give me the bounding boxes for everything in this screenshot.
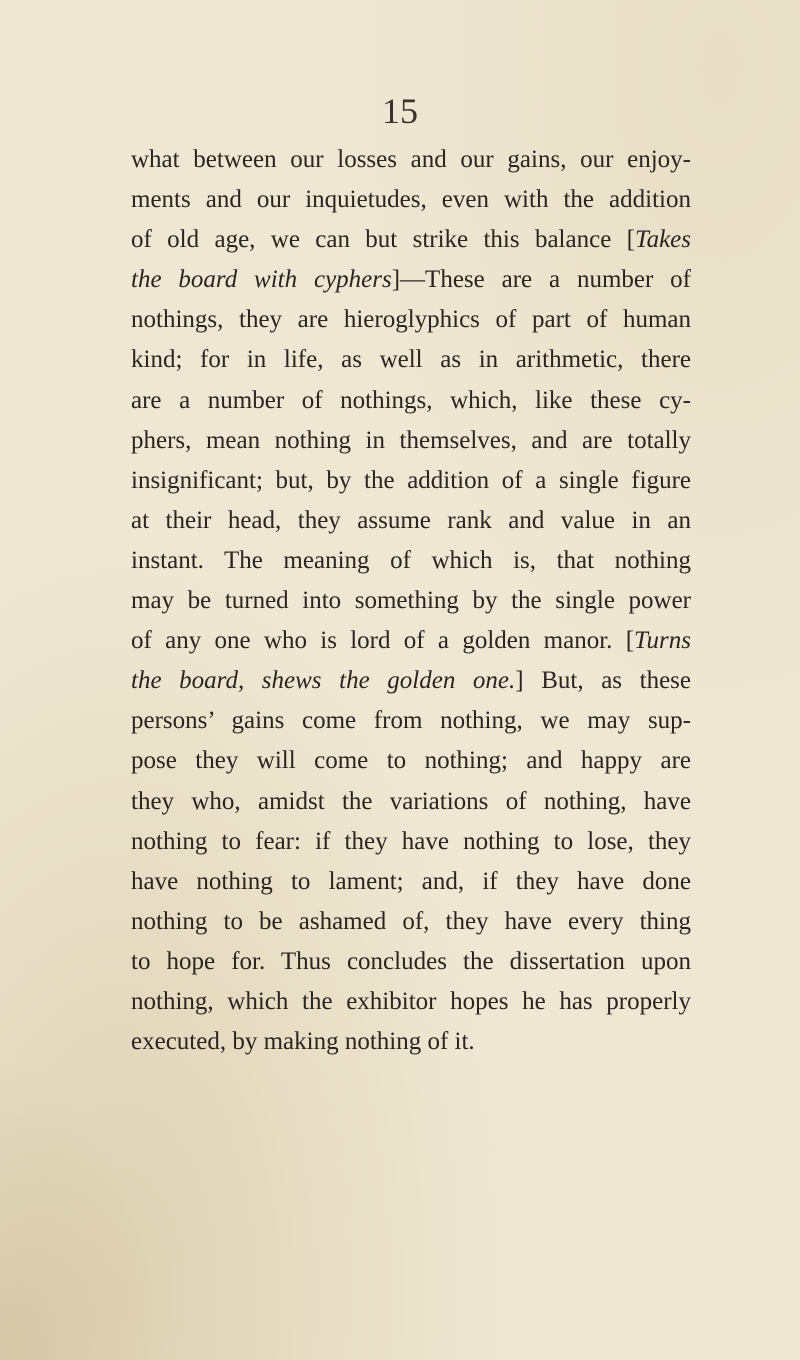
stage-direction-text: the board, shews the golden one. (131, 667, 516, 695)
line-text: instant. The meaning of which is, that nothing (131, 546, 691, 574)
text-line (131, 300, 691, 340)
paper-stain (0, 1060, 160, 1360)
text-line (131, 741, 691, 781)
text-line (131, 902, 691, 942)
text-line (131, 381, 691, 421)
text-line (131, 942, 691, 982)
text-line (131, 581, 691, 621)
text-line (131, 461, 691, 501)
stage-direction-text: Turns (634, 627, 691, 655)
text-line (131, 1022, 691, 1062)
line-text: they who, amidst the variations of nothing, have (131, 787, 691, 815)
body-text (131, 140, 691, 1062)
line-text: nothing, which the exhibitor hopes he has properly (131, 987, 691, 1015)
line-text: ] But, as these (515, 667, 691, 695)
text-line (131, 782, 691, 822)
text-line (131, 260, 691, 300)
text-line (131, 661, 691, 701)
line-text: are a number of nothings, which, like these cy- (131, 386, 691, 414)
text-line (131, 621, 691, 661)
line-text: have nothing to lament; and, if they have done (131, 867, 691, 895)
line-text: what between our losses and our gains, our enjoy- (131, 146, 691, 173)
line-text: executed, by making nothing of it. (131, 1028, 475, 1056)
text-line (131, 701, 691, 741)
text-line (131, 862, 691, 902)
line-text: may be turned into something by the single power (131, 587, 691, 615)
line-text: pose they will come to nothing; and happy are (131, 747, 691, 775)
line-text: ments and our inquietudes, even with the addition (131, 186, 691, 214)
line-text: of old age, we can but strike this balance [ (131, 226, 635, 254)
text-line (131, 982, 691, 1022)
text-line (131, 180, 691, 220)
line-text: insignificant; but, by the addition of a single figure (131, 466, 691, 494)
text-line (131, 501, 691, 541)
line-text: nothings, they are hieroglyphics of part of human (131, 306, 691, 334)
line-text: nothing to fear: if they have nothing to lose, they (131, 827, 691, 855)
text-line (131, 340, 691, 380)
text-line (131, 541, 691, 581)
line-text: phers, mean nothing in themselves, and are totally (131, 426, 691, 454)
line-text: to hope for. Thus concludes the dissertation upon (131, 947, 691, 975)
stage-direction-text: the board with cyphers (131, 266, 392, 294)
text-line (131, 822, 691, 862)
text-line (131, 220, 691, 260)
line-text: persons’ gains come from nothing, we may sup- (131, 707, 691, 735)
text-line (131, 421, 691, 461)
page-number: 15 (382, 91, 418, 131)
line-text: kind; for in life, as well as in arithmetic, there (131, 346, 691, 374)
line-text: ]—These are a number of (391, 266, 691, 294)
line-text: of any one who is lord of a golden manor. [ (131, 627, 635, 655)
text-line (131, 140, 691, 180)
line-text: at their head, they assume rank and value in an (131, 506, 691, 534)
stage-direction-text: Takes (634, 226, 691, 254)
line-text: nothing to be ashamed of, they have every thing (131, 907, 691, 935)
